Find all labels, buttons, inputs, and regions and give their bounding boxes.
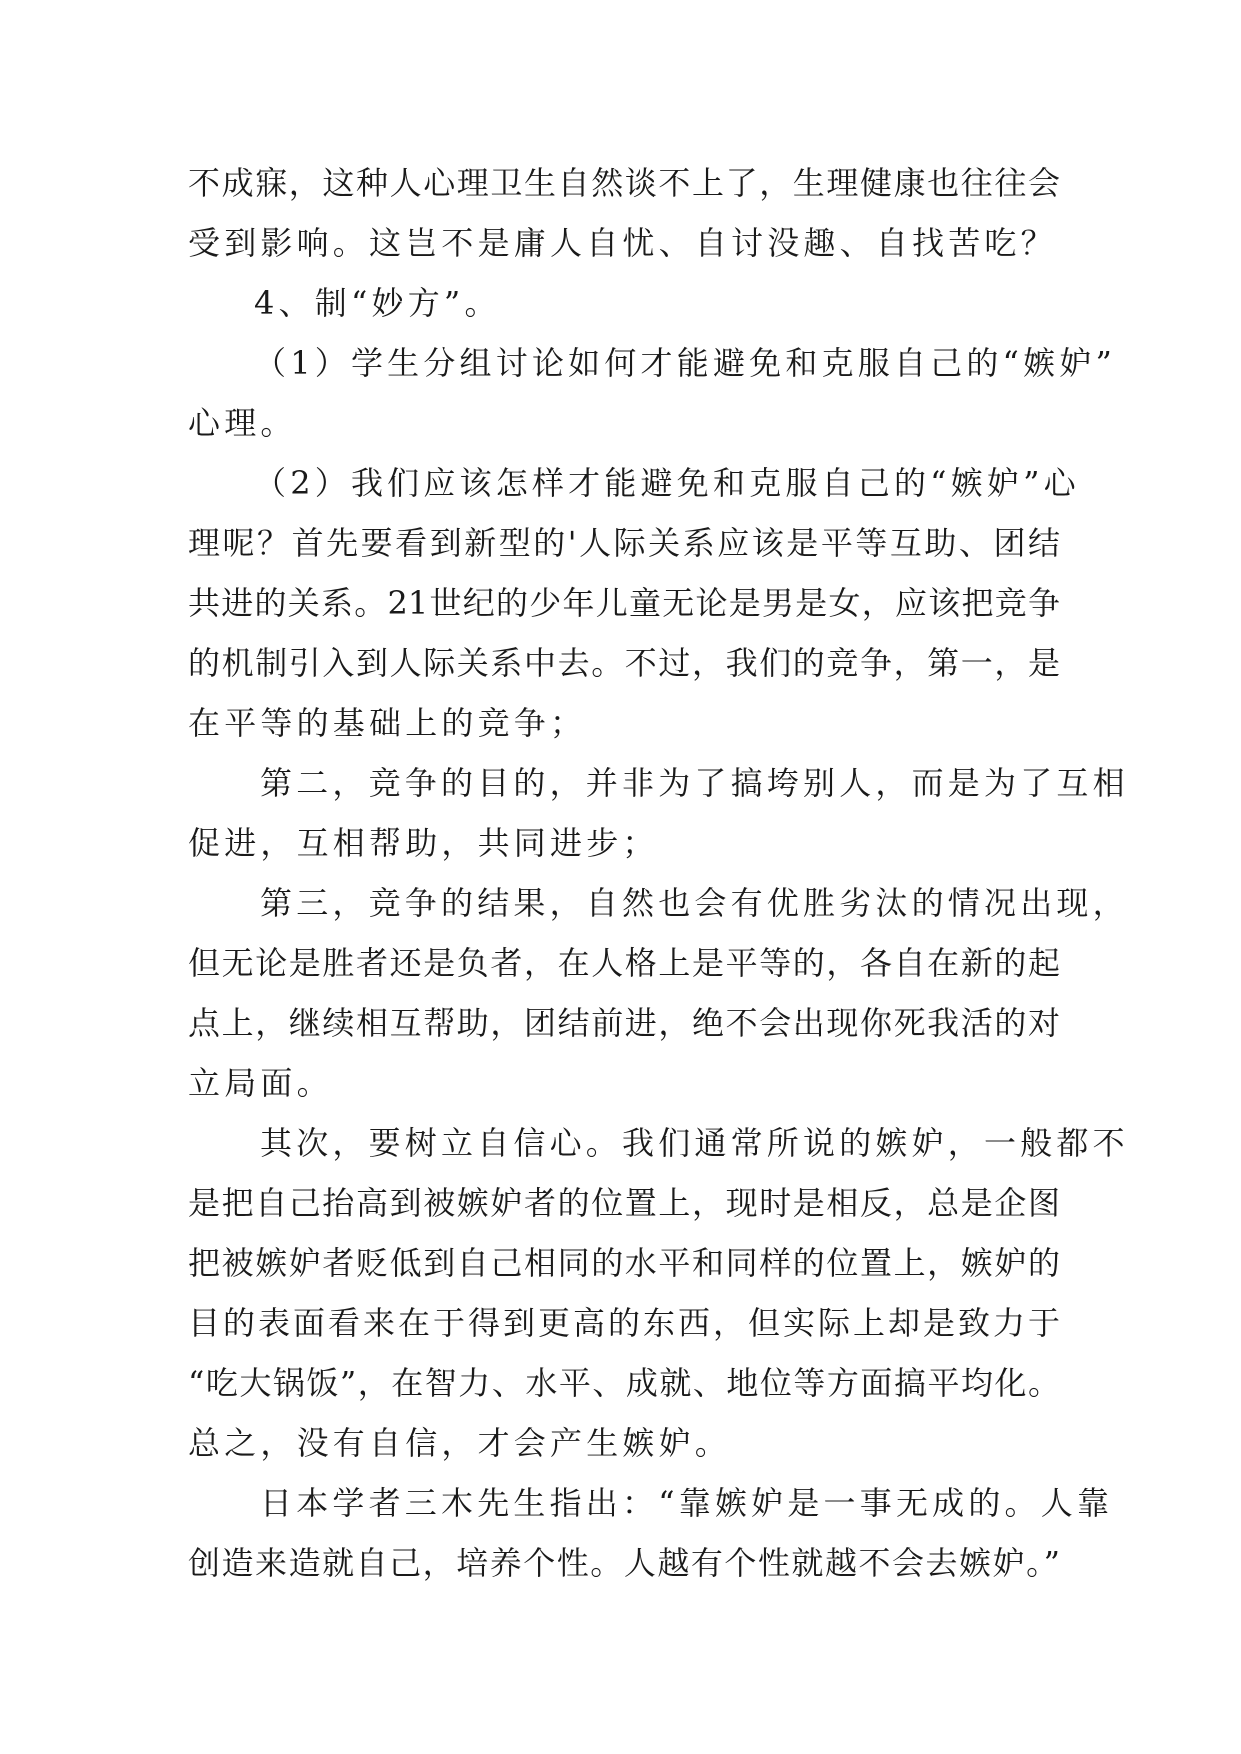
text-line: 第二，竞争的目的，并非为了搞垮别人，而是为了互相 (260, 764, 1129, 802)
text-line: 理呢？首先要看到新型的'人际关系应该是平等互助、团结 (188, 524, 1060, 562)
text-line: 日本学者三木先生指出：“靠嫉妒是一事无成的。人靠 (260, 1484, 1114, 1522)
text-line: 其次，要树立自信心。我们通常所说的嫉妒，一般都不 (260, 1124, 1129, 1162)
text-line: 是把自己抬高到被嫉妒者的位置上，现时是相反，总是企图 (188, 1184, 1060, 1222)
text-line: 但无论是胜者还是负者，在人格上是平等的，各自在新的起 (188, 944, 1060, 982)
text-line: 第三，竞争的结果，自然也会有优胜劣汰的情况出现， (260, 884, 1129, 922)
text-line: 目的表面看来在于得到更高的东西，但实际上却是致力于 (188, 1304, 1060, 1342)
text-line: （2）我们应该怎样才能避免和克服自己的“嫉妒”心 (254, 464, 1080, 502)
body-text (188, 153, 1129, 1593)
text-line: 总之，没有自信，才会产生嫉妒。 (188, 1424, 732, 1462)
text-line: “吃大锅饭”，在智力、水平、成就、地位等方面搞平均化。 (188, 1364, 1060, 1402)
text-line: 在平等的基础上的竞争； (188, 704, 587, 742)
text-line: （1）学生分组讨论如何才能避免和克服自己的“嫉妒” (254, 344, 1117, 382)
text-line: 点上，继续相互帮助，团结前进，绝不会出现你死我活的对 (188, 1004, 1060, 1042)
text-line: 的机制引入到人际关系中去。不过，我们的竞争，第一，是 (188, 644, 1060, 682)
text-line: 心理。 (188, 404, 297, 442)
text-line: 共进的关系。21世纪的少年儿童无论是男是女，应该把竞争 (188, 584, 1060, 622)
text-line: 受到影响。这岂不是庸人自忧、自讨没趣、自找苦吃？ (188, 224, 1057, 262)
text-line: 立局面。 (188, 1064, 333, 1102)
text-line: 促进，互相帮助，共同进步； (188, 824, 659, 862)
text-line: 不成寐，这种人心理卫生自然谈不上了，生理健康也往往会 (188, 164, 1060, 202)
section-heading: 4、制“妙方”。 (254, 284, 501, 322)
text-line: 创造来造就自己，培养个性。人越有个性就越不会去嫉妒。” (188, 1544, 1060, 1582)
text-line: 把被嫉妒者贬低到自己相同的水平和同样的位置上，嫉妒的 (188, 1244, 1060, 1282)
